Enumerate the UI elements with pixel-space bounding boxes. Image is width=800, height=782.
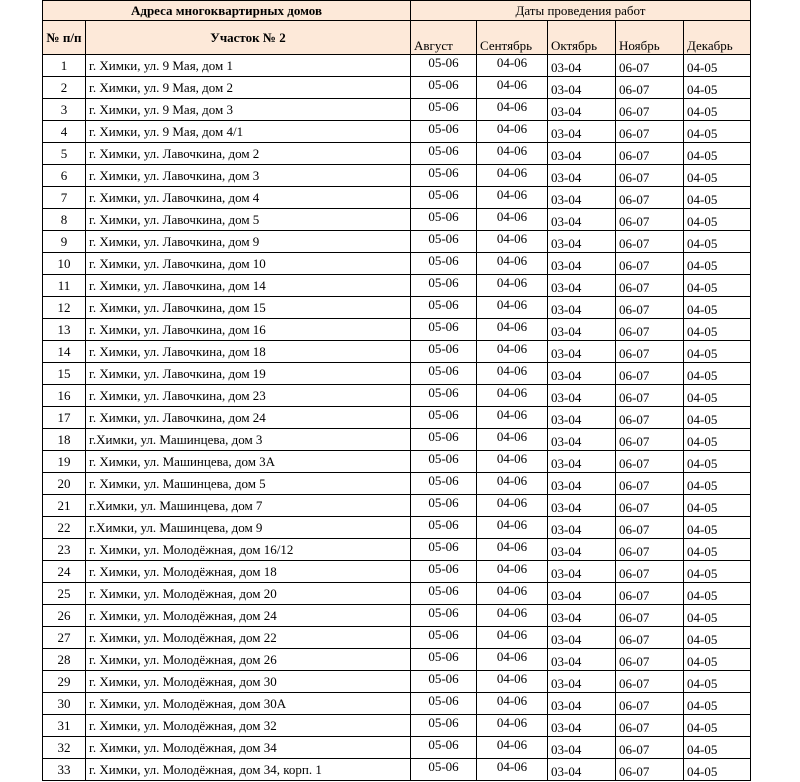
table-row <box>43 649 751 671</box>
date-cell-november: 06-07 <box>616 143 684 165</box>
date-cell-november: 06-07 <box>616 55 684 77</box>
row-number: 27 <box>43 627 86 649</box>
date-cell-december: 04-05 <box>684 627 751 649</box>
row-number: 17 <box>43 407 86 429</box>
date-cell-august: 05-06 <box>411 209 477 231</box>
date-cell-september: 04-06 <box>477 737 548 759</box>
table-row <box>43 231 751 253</box>
address-cell: г. Химки, ул. Машинцева, дом 5 <box>86 473 411 495</box>
date-cell-november: 06-07 <box>616 165 684 187</box>
address-cell: г. Химки, ул. Молодёжная, дом 34, корп. 1 <box>86 759 411 781</box>
table-row <box>43 407 751 429</box>
date-cell-august: 05-06 <box>411 737 477 759</box>
date-cell-december: 04-05 <box>684 297 751 319</box>
row-number: 19 <box>43 451 86 473</box>
date-cell-october: 03-04 <box>548 737 616 759</box>
table-body <box>43 55 751 781</box>
date-cell-september: 04-06 <box>477 319 548 341</box>
date-cell-december: 04-05 <box>684 737 751 759</box>
date-cell-august: 05-06 <box>411 165 477 187</box>
address-cell: г. Химки, ул. Молодёжная, дом 26 <box>86 649 411 671</box>
date-cell-september: 04-06 <box>477 231 548 253</box>
date-cell-november: 06-07 <box>616 605 684 627</box>
date-cell-november: 06-07 <box>616 473 684 495</box>
date-cell-september: 04-06 <box>477 143 548 165</box>
date-cell-august: 05-06 <box>411 297 477 319</box>
row-number: 18 <box>43 429 86 451</box>
date-cell-september: 04-06 <box>477 363 548 385</box>
table-row <box>43 165 751 187</box>
table-row <box>43 561 751 583</box>
date-cell-november: 06-07 <box>616 209 684 231</box>
date-cell-december: 04-05 <box>684 363 751 385</box>
date-cell-september: 04-06 <box>477 649 548 671</box>
date-cell-august: 05-06 <box>411 473 477 495</box>
row-number: 12 <box>43 297 86 319</box>
date-cell-august: 05-06 <box>411 363 477 385</box>
date-cell-november: 06-07 <box>616 275 684 297</box>
address-cell: г. Химки, ул. 9 Мая, дом 3 <box>86 99 411 121</box>
header-row-1 <box>43 1 751 21</box>
date-cell-september: 04-06 <box>477 121 548 143</box>
date-cell-november: 06-07 <box>616 121 684 143</box>
date-cell-december: 04-05 <box>684 473 751 495</box>
address-cell: г. Химки, ул. Молодёжная, дом 20 <box>86 583 411 605</box>
row-number: 24 <box>43 561 86 583</box>
date-cell-october: 03-04 <box>548 451 616 473</box>
date-cell-november: 06-07 <box>616 341 684 363</box>
date-cell-september: 04-06 <box>477 693 548 715</box>
address-cell: г. Химки, ул. 9 Мая, дом 1 <box>86 55 411 77</box>
date-cell-august: 05-06 <box>411 121 477 143</box>
date-cell-august: 05-06 <box>411 275 477 297</box>
row-number: 33 <box>43 759 86 781</box>
table-row <box>43 319 751 341</box>
date-cell-august: 05-06 <box>411 539 477 561</box>
date-cell-august: 05-06 <box>411 253 477 275</box>
row-number: 31 <box>43 715 86 737</box>
date-cell-september: 04-06 <box>477 583 548 605</box>
table-row <box>43 517 751 539</box>
date-cell-october: 03-04 <box>548 77 616 99</box>
row-number: 25 <box>43 583 86 605</box>
date-cell-september: 04-06 <box>477 451 548 473</box>
date-cell-october: 03-04 <box>548 297 616 319</box>
table-row <box>43 363 751 385</box>
address-cell: г.Химки, ул. Машинцева, дом 9 <box>86 517 411 539</box>
address-cell: г. Химки, ул. Лавочкина, дом 10 <box>86 253 411 275</box>
row-number: 6 <box>43 165 86 187</box>
date-cell-december: 04-05 <box>684 451 751 473</box>
date-cell-august: 05-06 <box>411 627 477 649</box>
address-cell: г. Химки, ул. Молодёжная, дом 34 <box>86 737 411 759</box>
date-cell-november: 06-07 <box>616 649 684 671</box>
table-row <box>43 297 751 319</box>
address-cell: г.Химки, ул. Машинцева, дом 7 <box>86 495 411 517</box>
date-cell-october: 03-04 <box>548 671 616 693</box>
date-cell-october: 03-04 <box>548 55 616 77</box>
date-cell-december: 04-05 <box>684 429 751 451</box>
date-cell-october: 03-04 <box>548 693 616 715</box>
date-cell-august: 05-06 <box>411 451 477 473</box>
date-cell-october: 03-04 <box>548 627 616 649</box>
date-cell-october: 03-04 <box>548 407 616 429</box>
date-cell-october: 03-04 <box>548 363 616 385</box>
date-cell-november: 06-07 <box>616 759 684 781</box>
date-cell-october: 03-04 <box>548 99 616 121</box>
date-cell-december: 04-05 <box>684 539 751 561</box>
date-cell-december: 04-05 <box>684 671 751 693</box>
date-cell-december: 04-05 <box>684 187 751 209</box>
num-column-header: № п/п <box>43 21 86 55</box>
date-cell-october: 03-04 <box>548 275 616 297</box>
date-cell-october: 03-04 <box>548 121 616 143</box>
address-cell: г. Химки, ул. Молодёжная, дом 16/12 <box>86 539 411 561</box>
date-cell-december: 04-05 <box>684 693 751 715</box>
address-cell: г. Химки, ул. Молодёжная, дом 18 <box>86 561 411 583</box>
row-number: 4 <box>43 121 86 143</box>
date-cell-august: 05-06 <box>411 55 477 77</box>
header-row-2 <box>43 21 751 55</box>
table-row <box>43 759 751 781</box>
table-row <box>43 693 751 715</box>
date-cell-august: 05-06 <box>411 671 477 693</box>
date-cell-october: 03-04 <box>548 473 616 495</box>
date-cell-october: 03-04 <box>548 517 616 539</box>
date-cell-november: 06-07 <box>616 231 684 253</box>
date-cell-november: 06-07 <box>616 539 684 561</box>
address-cell: г. Химки, ул. Молодёжная, дом 30А <box>86 693 411 715</box>
table-row <box>43 451 751 473</box>
row-number: 14 <box>43 341 86 363</box>
table-row <box>43 143 751 165</box>
table-row <box>43 187 751 209</box>
section-header: Участок № 2 <box>86 21 411 55</box>
date-cell-november: 06-07 <box>616 583 684 605</box>
date-cell-october: 03-04 <box>548 605 616 627</box>
date-cell-december: 04-05 <box>684 99 751 121</box>
date-cell-august: 05-06 <box>411 759 477 781</box>
address-cell: г. Химки, ул. Молодёжная, дом 30 <box>86 671 411 693</box>
address-cell: г. Химки, ул. Лавочкина, дом 3 <box>86 165 411 187</box>
date-cell-november: 06-07 <box>616 407 684 429</box>
date-cell-october: 03-04 <box>548 759 616 781</box>
date-cell-september: 04-06 <box>477 429 548 451</box>
month-header-november: Ноябрь <box>616 21 684 55</box>
table-row <box>43 341 751 363</box>
address-cell: г. Химки, ул. Лавочкина, дом 2 <box>86 143 411 165</box>
table-row <box>43 715 751 737</box>
date-cell-december: 04-05 <box>684 605 751 627</box>
date-cell-december: 04-05 <box>684 55 751 77</box>
row-number: 32 <box>43 737 86 759</box>
date-cell-september: 04-06 <box>477 187 548 209</box>
date-cell-september: 04-06 <box>477 99 548 121</box>
date-cell-october: 03-04 <box>548 341 616 363</box>
date-cell-october: 03-04 <box>548 187 616 209</box>
date-cell-august: 05-06 <box>411 99 477 121</box>
date-cell-december: 04-05 <box>684 517 751 539</box>
date-cell-december: 04-05 <box>684 407 751 429</box>
date-cell-august: 05-06 <box>411 231 477 253</box>
date-cell-september: 04-06 <box>477 561 548 583</box>
date-cell-august: 05-06 <box>411 341 477 363</box>
date-cell-october: 03-04 <box>548 231 616 253</box>
date-cell-october: 03-04 <box>548 209 616 231</box>
date-cell-december: 04-05 <box>684 759 751 781</box>
date-cell-august: 05-06 <box>411 649 477 671</box>
date-cell-december: 04-05 <box>684 341 751 363</box>
date-cell-october: 03-04 <box>548 715 616 737</box>
address-cell: г. Химки, ул. 9 Мая, дом 2 <box>86 77 411 99</box>
date-cell-december: 04-05 <box>684 715 751 737</box>
date-cell-december: 04-05 <box>684 253 751 275</box>
date-cell-october: 03-04 <box>548 429 616 451</box>
date-cell-september: 04-06 <box>477 253 548 275</box>
date-cell-august: 05-06 <box>411 605 477 627</box>
address-cell: г. Химки, ул. Лавочкина, дом 15 <box>86 297 411 319</box>
date-cell-october: 03-04 <box>548 649 616 671</box>
table-row <box>43 121 751 143</box>
date-cell-august: 05-06 <box>411 187 477 209</box>
date-cell-august: 05-06 <box>411 715 477 737</box>
date-cell-september: 04-06 <box>477 605 548 627</box>
row-number: 10 <box>43 253 86 275</box>
date-cell-november: 06-07 <box>616 297 684 319</box>
row-number: 9 <box>43 231 86 253</box>
date-cell-november: 06-07 <box>616 429 684 451</box>
date-cell-december: 04-05 <box>684 319 751 341</box>
row-number: 3 <box>43 99 86 121</box>
date-cell-december: 04-05 <box>684 143 751 165</box>
date-cell-october: 03-04 <box>548 561 616 583</box>
table-row <box>43 495 751 517</box>
date-cell-december: 04-05 <box>684 561 751 583</box>
date-cell-september: 04-06 <box>477 627 548 649</box>
date-cell-november: 06-07 <box>616 451 684 473</box>
table-row <box>43 253 751 275</box>
row-number: 16 <box>43 385 86 407</box>
month-header-august: Август <box>411 21 477 55</box>
date-cell-october: 03-04 <box>548 143 616 165</box>
address-cell: г. Химки, ул. Лавочкина, дом 9 <box>86 231 411 253</box>
address-cell: г. Химки, ул. Лавочкина, дом 5 <box>86 209 411 231</box>
table-row <box>43 55 751 77</box>
date-cell-august: 05-06 <box>411 77 477 99</box>
date-cell-october: 03-04 <box>548 165 616 187</box>
date-cell-october: 03-04 <box>548 385 616 407</box>
row-number: 13 <box>43 319 86 341</box>
table-row <box>43 671 751 693</box>
date-cell-december: 04-05 <box>684 275 751 297</box>
table-row <box>43 275 751 297</box>
row-number: 20 <box>43 473 86 495</box>
row-number: 15 <box>43 363 86 385</box>
date-cell-september: 04-06 <box>477 759 548 781</box>
date-cell-november: 06-07 <box>616 77 684 99</box>
date-cell-september: 04-06 <box>477 671 548 693</box>
date-cell-october: 03-04 <box>548 253 616 275</box>
date-cell-october: 03-04 <box>548 539 616 561</box>
date-cell-november: 06-07 <box>616 671 684 693</box>
date-cell-august: 05-06 <box>411 495 477 517</box>
row-number: 2 <box>43 77 86 99</box>
addresses-title: Адреса многоквартирных домов <box>43 1 411 21</box>
row-number: 21 <box>43 495 86 517</box>
address-cell: г. Химки, ул. Лавочкина, дом 19 <box>86 363 411 385</box>
row-number: 30 <box>43 693 86 715</box>
row-number: 11 <box>43 275 86 297</box>
row-number: 29 <box>43 671 86 693</box>
date-cell-november: 06-07 <box>616 385 684 407</box>
address-cell: г. Химки, ул. Молодёжная, дом 24 <box>86 605 411 627</box>
address-cell: г. Химки, ул. Лавочкина, дом 23 <box>86 385 411 407</box>
dates-title: Даты проведения работ <box>411 1 751 21</box>
table-row <box>43 539 751 561</box>
row-number: 26 <box>43 605 86 627</box>
date-cell-september: 04-06 <box>477 473 548 495</box>
date-cell-november: 06-07 <box>616 715 684 737</box>
date-cell-november: 06-07 <box>616 693 684 715</box>
row-number: 7 <box>43 187 86 209</box>
table-row <box>43 473 751 495</box>
date-cell-august: 05-06 <box>411 429 477 451</box>
table-row <box>43 385 751 407</box>
date-cell-november: 06-07 <box>616 187 684 209</box>
date-cell-september: 04-06 <box>477 297 548 319</box>
date-cell-december: 04-05 <box>684 385 751 407</box>
address-cell: г. Химки, ул. Лавочкина, дом 24 <box>86 407 411 429</box>
table-row <box>43 209 751 231</box>
date-cell-november: 06-07 <box>616 99 684 121</box>
address-cell: г. Химки, ул. Молодёжная, дом 32 <box>86 715 411 737</box>
date-cell-december: 04-05 <box>684 165 751 187</box>
table-row <box>43 99 751 121</box>
address-cell: г. Химки, ул. Лавочкина, дом 16 <box>86 319 411 341</box>
month-header-september: Сентябрь <box>477 21 548 55</box>
date-cell-september: 04-06 <box>477 341 548 363</box>
date-cell-september: 04-06 <box>477 385 548 407</box>
address-cell: г. Химки, ул. Лавочкина, дом 4 <box>86 187 411 209</box>
table-row <box>43 77 751 99</box>
date-cell-october: 03-04 <box>548 583 616 605</box>
date-cell-december: 04-05 <box>684 231 751 253</box>
date-cell-august: 05-06 <box>411 319 477 341</box>
date-cell-september: 04-06 <box>477 715 548 737</box>
address-cell: г. Химки, ул. Машинцева, дом 3А <box>86 451 411 473</box>
table-row <box>43 627 751 649</box>
table-row <box>43 737 751 759</box>
date-cell-december: 04-05 <box>684 583 751 605</box>
address-cell: г. Химки, ул. Молодёжная, дом 22 <box>86 627 411 649</box>
row-number: 1 <box>43 55 86 77</box>
date-cell-september: 04-06 <box>477 209 548 231</box>
date-cell-august: 05-06 <box>411 583 477 605</box>
date-cell-september: 04-06 <box>477 539 548 561</box>
date-cell-november: 06-07 <box>616 319 684 341</box>
row-number: 8 <box>43 209 86 231</box>
date-cell-november: 06-07 <box>616 627 684 649</box>
date-cell-august: 05-06 <box>411 517 477 539</box>
date-cell-september: 04-06 <box>477 165 548 187</box>
date-cell-december: 04-05 <box>684 121 751 143</box>
date-cell-august: 05-06 <box>411 693 477 715</box>
date-cell-august: 05-06 <box>411 561 477 583</box>
date-cell-october: 03-04 <box>548 495 616 517</box>
month-header-december: Декабрь <box>684 21 751 55</box>
row-number: 28 <box>43 649 86 671</box>
date-cell-november: 06-07 <box>616 517 684 539</box>
address-cell: г.Химки, ул. Машинцева, дом 3 <box>86 429 411 451</box>
date-cell-september: 04-06 <box>477 55 548 77</box>
date-cell-november: 06-07 <box>616 495 684 517</box>
row-number: 23 <box>43 539 86 561</box>
date-cell-november: 06-07 <box>616 253 684 275</box>
date-cell-august: 05-06 <box>411 385 477 407</box>
address-cell: г. Химки, ул. 9 Мая, дом 4/1 <box>86 121 411 143</box>
table-row <box>43 583 751 605</box>
date-cell-september: 04-06 <box>477 77 548 99</box>
address-cell: г. Химки, ул. Лавочкина, дом 18 <box>86 341 411 363</box>
date-cell-november: 06-07 <box>616 561 684 583</box>
date-cell-september: 04-06 <box>477 407 548 429</box>
row-number: 22 <box>43 517 86 539</box>
date-cell-september: 04-06 <box>477 495 548 517</box>
date-cell-december: 04-05 <box>684 209 751 231</box>
date-cell-september: 04-06 <box>477 275 548 297</box>
date-cell-december: 04-05 <box>684 495 751 517</box>
table-row <box>43 429 751 451</box>
month-header-october: Октябрь <box>548 21 616 55</box>
date-cell-august: 05-06 <box>411 143 477 165</box>
address-cell: г. Химки, ул. Лавочкина, дом 14 <box>86 275 411 297</box>
date-cell-october: 03-04 <box>548 319 616 341</box>
row-number: 5 <box>43 143 86 165</box>
date-cell-december: 04-05 <box>684 77 751 99</box>
date-cell-november: 06-07 <box>616 737 684 759</box>
work-schedule-table <box>42 0 751 781</box>
date-cell-september: 04-06 <box>477 517 548 539</box>
table-row <box>43 605 751 627</box>
date-cell-august: 05-06 <box>411 407 477 429</box>
date-cell-december: 04-05 <box>684 649 751 671</box>
date-cell-november: 06-07 <box>616 363 684 385</box>
